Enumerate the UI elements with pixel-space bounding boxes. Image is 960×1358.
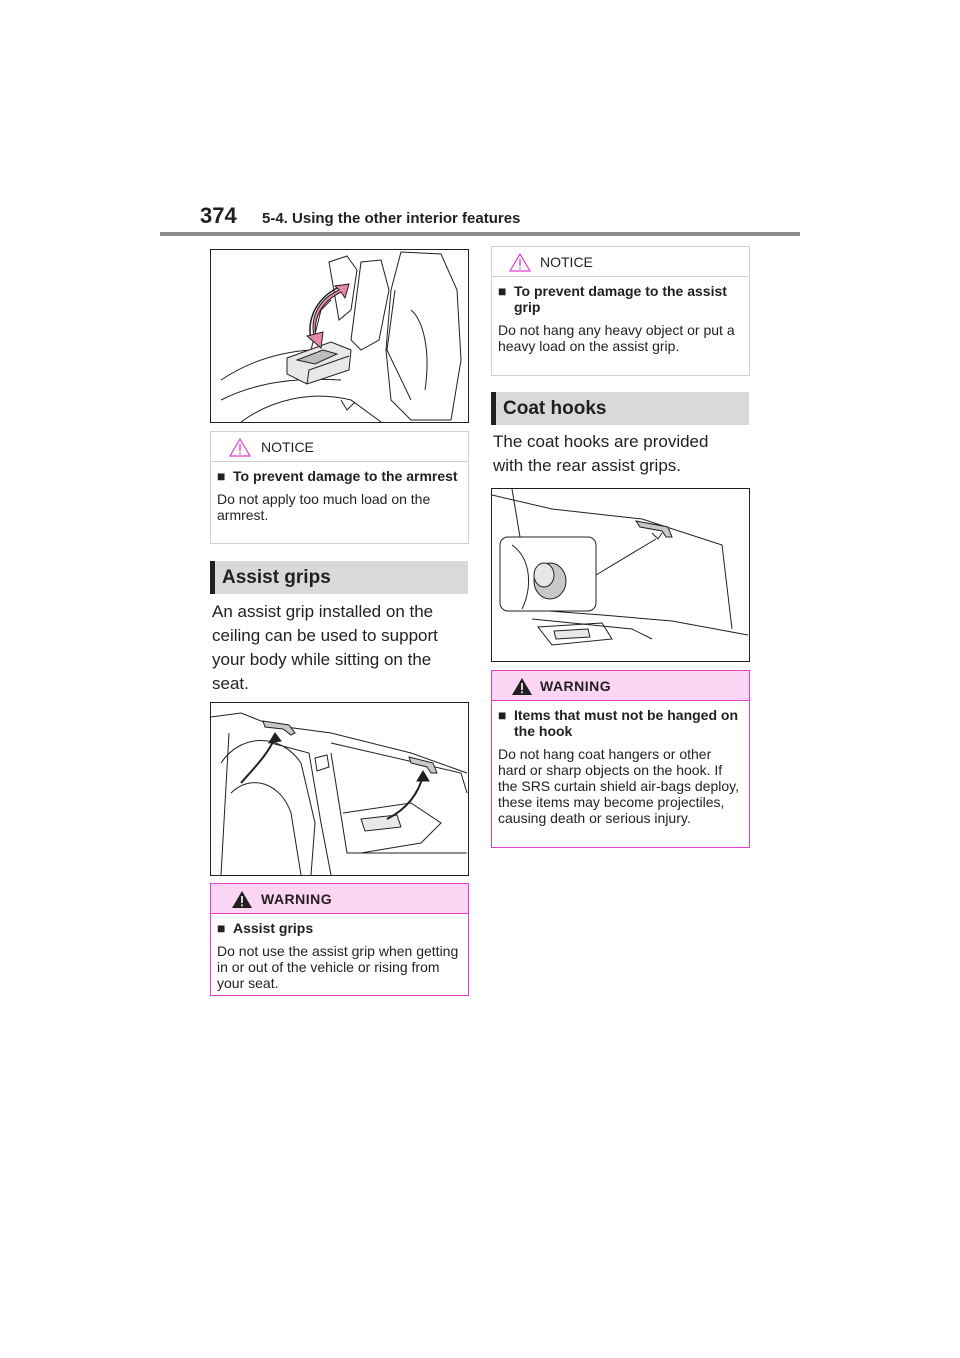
warning-item-title <box>217 920 462 936</box>
assist-grips-warning-box <box>210 883 469 996</box>
bullet-square-icon: ■ <box>498 707 507 723</box>
bullet-square-icon: ■ <box>217 468 226 484</box>
assist-grips-description: An assist grip installed on the ceiling can be used to support your body while sitting on the seat. <box>212 602 438 693</box>
warning-triangle-icon <box>511 677 533 696</box>
bullet-square-icon: ■ <box>217 920 226 936</box>
warning-item-title <box>498 707 743 739</box>
notice-header <box>492 247 749 277</box>
warning-title-text: Items that must not be hanged on the hook <box>514 707 739 739</box>
notice-label: NOTICE <box>261 439 314 455</box>
warning-label: WARNING <box>540 678 612 694</box>
coat-hook-illustration <box>491 488 750 662</box>
notice-item-title <box>498 283 743 315</box>
warning-body-text: Do not hang coat hangers or other hard or sharp objects on the hook. If the SRS curtain shield air-bags deploy, these items may become projectiles, causing death or serious injury. <box>498 746 739 826</box>
assist-grips-heading: Assist grips <box>210 561 468 594</box>
notice-body-text: Do not hang any heavy object or put a heavy load on the assist grip. <box>498 322 735 354</box>
notice-title-text: To prevent damage to the assist grip <box>514 283 727 315</box>
notice-body-text: Do not apply too much load on the armrest. <box>217 491 431 523</box>
armrest-illustration <box>210 249 469 423</box>
warning-triangle-icon <box>231 890 253 909</box>
page-number: 374 <box>200 203 237 228</box>
coat-hook-warning-box <box>491 670 750 848</box>
notice-item-title <box>217 468 462 484</box>
header-rule <box>160 232 800 236</box>
warning-header <box>211 884 468 914</box>
notice-title-text: To prevent damage to the armrest <box>233 468 458 484</box>
coat-hooks-description: The coat hooks are provided with the rear assist grips. <box>493 432 709 475</box>
caution-triangle-icon <box>509 253 531 272</box>
caution-triangle-icon <box>229 438 251 457</box>
bullet-square-icon: ■ <box>498 283 507 299</box>
warning-body-text: Do not use the assist grip when getting in or out of the vehicle or rising from your seat. <box>217 943 459 991</box>
warning-label: WARNING <box>261 891 333 907</box>
assist-grip-illustration <box>210 702 469 876</box>
coat-hooks-heading: Coat hooks <box>491 392 749 425</box>
warning-title-text: Assist grips <box>233 920 314 936</box>
armrest-notice-box <box>210 431 469 544</box>
assist-grip-notice-box <box>491 246 750 376</box>
warning-header <box>492 671 749 701</box>
section-title: 5-4. Using the other interior features <box>262 210 521 227</box>
notice-header <box>211 432 468 462</box>
notice-label: NOTICE <box>540 254 593 270</box>
